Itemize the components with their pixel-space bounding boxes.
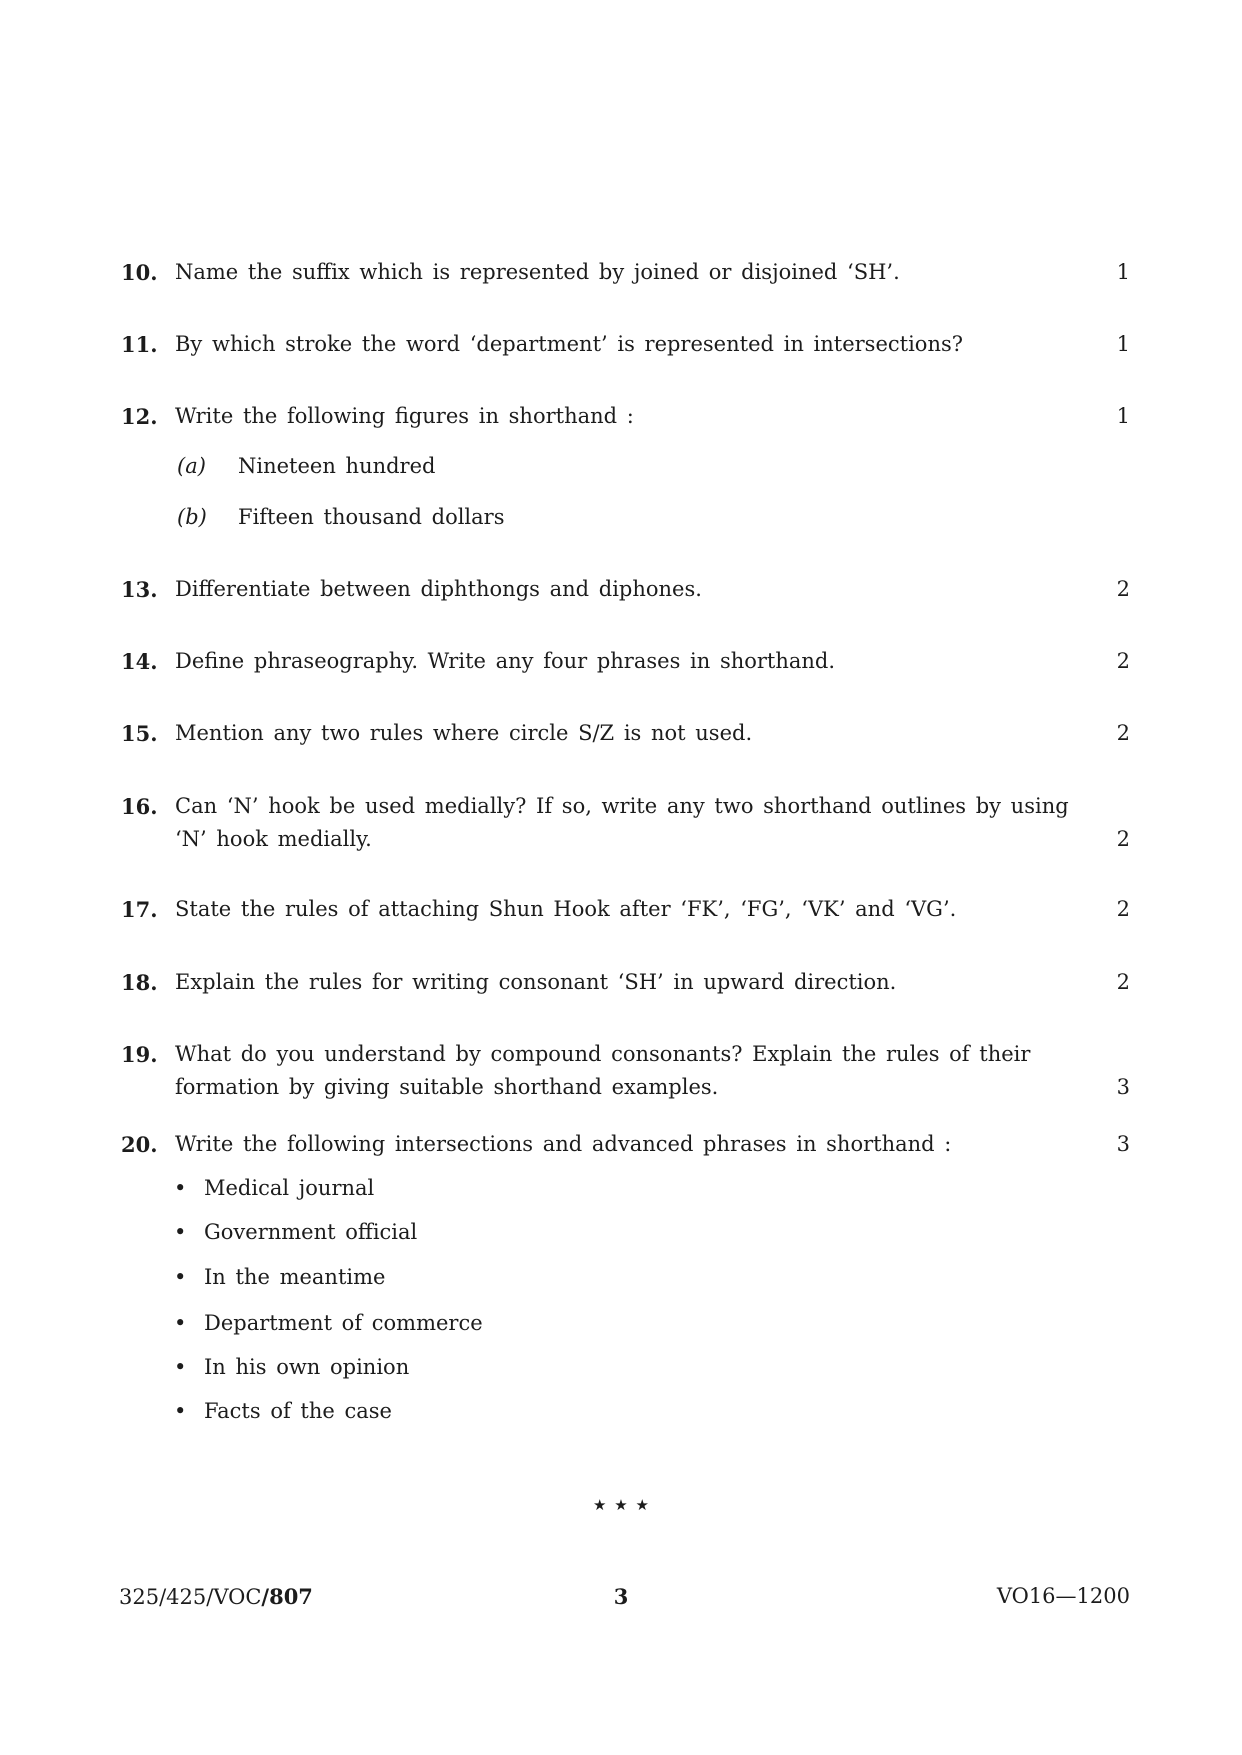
question-marks: 2 xyxy=(1116,649,1130,673)
question-number: 10. xyxy=(121,260,158,285)
question-marks: 1 xyxy=(1116,404,1130,428)
question-marks: 2 xyxy=(1116,970,1130,994)
bullet-item xyxy=(174,1172,374,1205)
bullet-item xyxy=(174,1307,483,1340)
question-13 xyxy=(121,573,1130,606)
question-text: Write the following figures in shorthand : xyxy=(175,404,634,428)
question-17 xyxy=(121,893,1130,926)
part-text: Nineteen hundred xyxy=(238,454,436,478)
bullet-icon xyxy=(174,1307,204,1340)
question-19 xyxy=(121,1038,1130,1104)
question-marks: 2 xyxy=(1116,897,1130,921)
question-number: 17. xyxy=(121,897,158,922)
question-marks: 2 xyxy=(1116,721,1130,745)
paper-code-prefix: 325/425/VOC xyxy=(119,1585,262,1609)
bullet-icon xyxy=(174,1172,204,1205)
bullet-item xyxy=(174,1351,409,1384)
part-label: (a) xyxy=(177,454,206,478)
bullet-text: Medical journal xyxy=(204,1176,375,1200)
paper-code-suffix: /807 xyxy=(261,1584,313,1609)
question-marks: 1 xyxy=(1116,332,1130,356)
question-text: Can ‘N’ hook be used medially? If so, write any two shorthand outlines by using ‘N’ hook medially. xyxy=(175,794,1069,851)
bullet-icon xyxy=(174,1351,204,1384)
bullet-text: In the meantime xyxy=(204,1265,386,1289)
question-number: 11. xyxy=(121,332,158,357)
question-20 xyxy=(121,1128,1130,1161)
bullet-icon xyxy=(174,1261,204,1294)
bullet-item xyxy=(174,1395,392,1428)
question-text: Differentiate between diphthongs and diphones. xyxy=(175,577,702,601)
question-text: What do you understand by compound consonants? Explain the rules of their formation by giving suitable shorthand examples. xyxy=(175,1042,1031,1099)
print-series: VO16—1200 xyxy=(996,1584,1130,1608)
end-of-paper-stars: ★ ★ ★ xyxy=(593,1496,649,1514)
bullet-text: In his own opinion xyxy=(204,1355,410,1379)
page-footer xyxy=(0,1580,1242,1613)
question-18 xyxy=(121,966,1130,999)
bullet-text: Facts of the case xyxy=(204,1399,392,1423)
question-number: 15. xyxy=(121,721,158,746)
question-marks: 3 xyxy=(1116,1075,1130,1099)
part-text: Fifteen thousand dollars xyxy=(238,505,505,529)
question-number: 16. xyxy=(121,794,158,819)
question-text: Name the suffix which is represented by joined or disjoined ‘SH’. xyxy=(175,260,900,284)
question-number: 14. xyxy=(121,649,158,674)
question-number: 12. xyxy=(121,404,158,429)
question-marks: 1 xyxy=(1116,260,1130,284)
question-text: Write the following intersections and advanced phrases in shorthand : xyxy=(175,1132,952,1156)
question-number: 13. xyxy=(121,577,158,602)
question-text: State the rules of attaching Shun Hook after ‘FK’, ‘FG’, ‘VK’ and ‘VG’. xyxy=(175,897,957,921)
question-marks: 2 xyxy=(1116,577,1130,601)
question-16 xyxy=(121,790,1130,856)
question-number: 19. xyxy=(121,1042,158,1067)
question-15 xyxy=(121,717,1130,750)
page-number: 3 xyxy=(613,1584,629,1609)
question-12 xyxy=(121,400,1130,433)
bullet-item xyxy=(174,1216,417,1249)
question-text: By which stroke the word ‘department’ is represented in intersections? xyxy=(175,332,964,356)
question-marks: 3 xyxy=(1116,1132,1130,1156)
question-number: 18. xyxy=(121,970,158,995)
bullet-text: Government official xyxy=(204,1220,418,1244)
question-text: Explain the rules for writing consonant ‘SH’ in upward direction. xyxy=(175,970,897,994)
question-14 xyxy=(121,645,1130,678)
bullet-item xyxy=(174,1261,385,1294)
bullet-text: Department of commerce xyxy=(204,1311,483,1335)
question-12-part-a xyxy=(177,450,435,483)
question-12-part-b xyxy=(177,501,504,534)
bullet-icon xyxy=(174,1216,204,1249)
bullet-icon xyxy=(174,1395,204,1428)
question-text: Mention any two rules where circle S/Z is not used. xyxy=(175,721,753,745)
part-label: (b) xyxy=(177,505,207,529)
question-text: Define phraseography. Write any four phrases in shorthand. xyxy=(175,649,836,673)
question-11 xyxy=(121,328,1130,361)
question-marks: 2 xyxy=(1116,827,1130,851)
question-10 xyxy=(121,256,1130,289)
question-number: 20. xyxy=(121,1132,158,1157)
